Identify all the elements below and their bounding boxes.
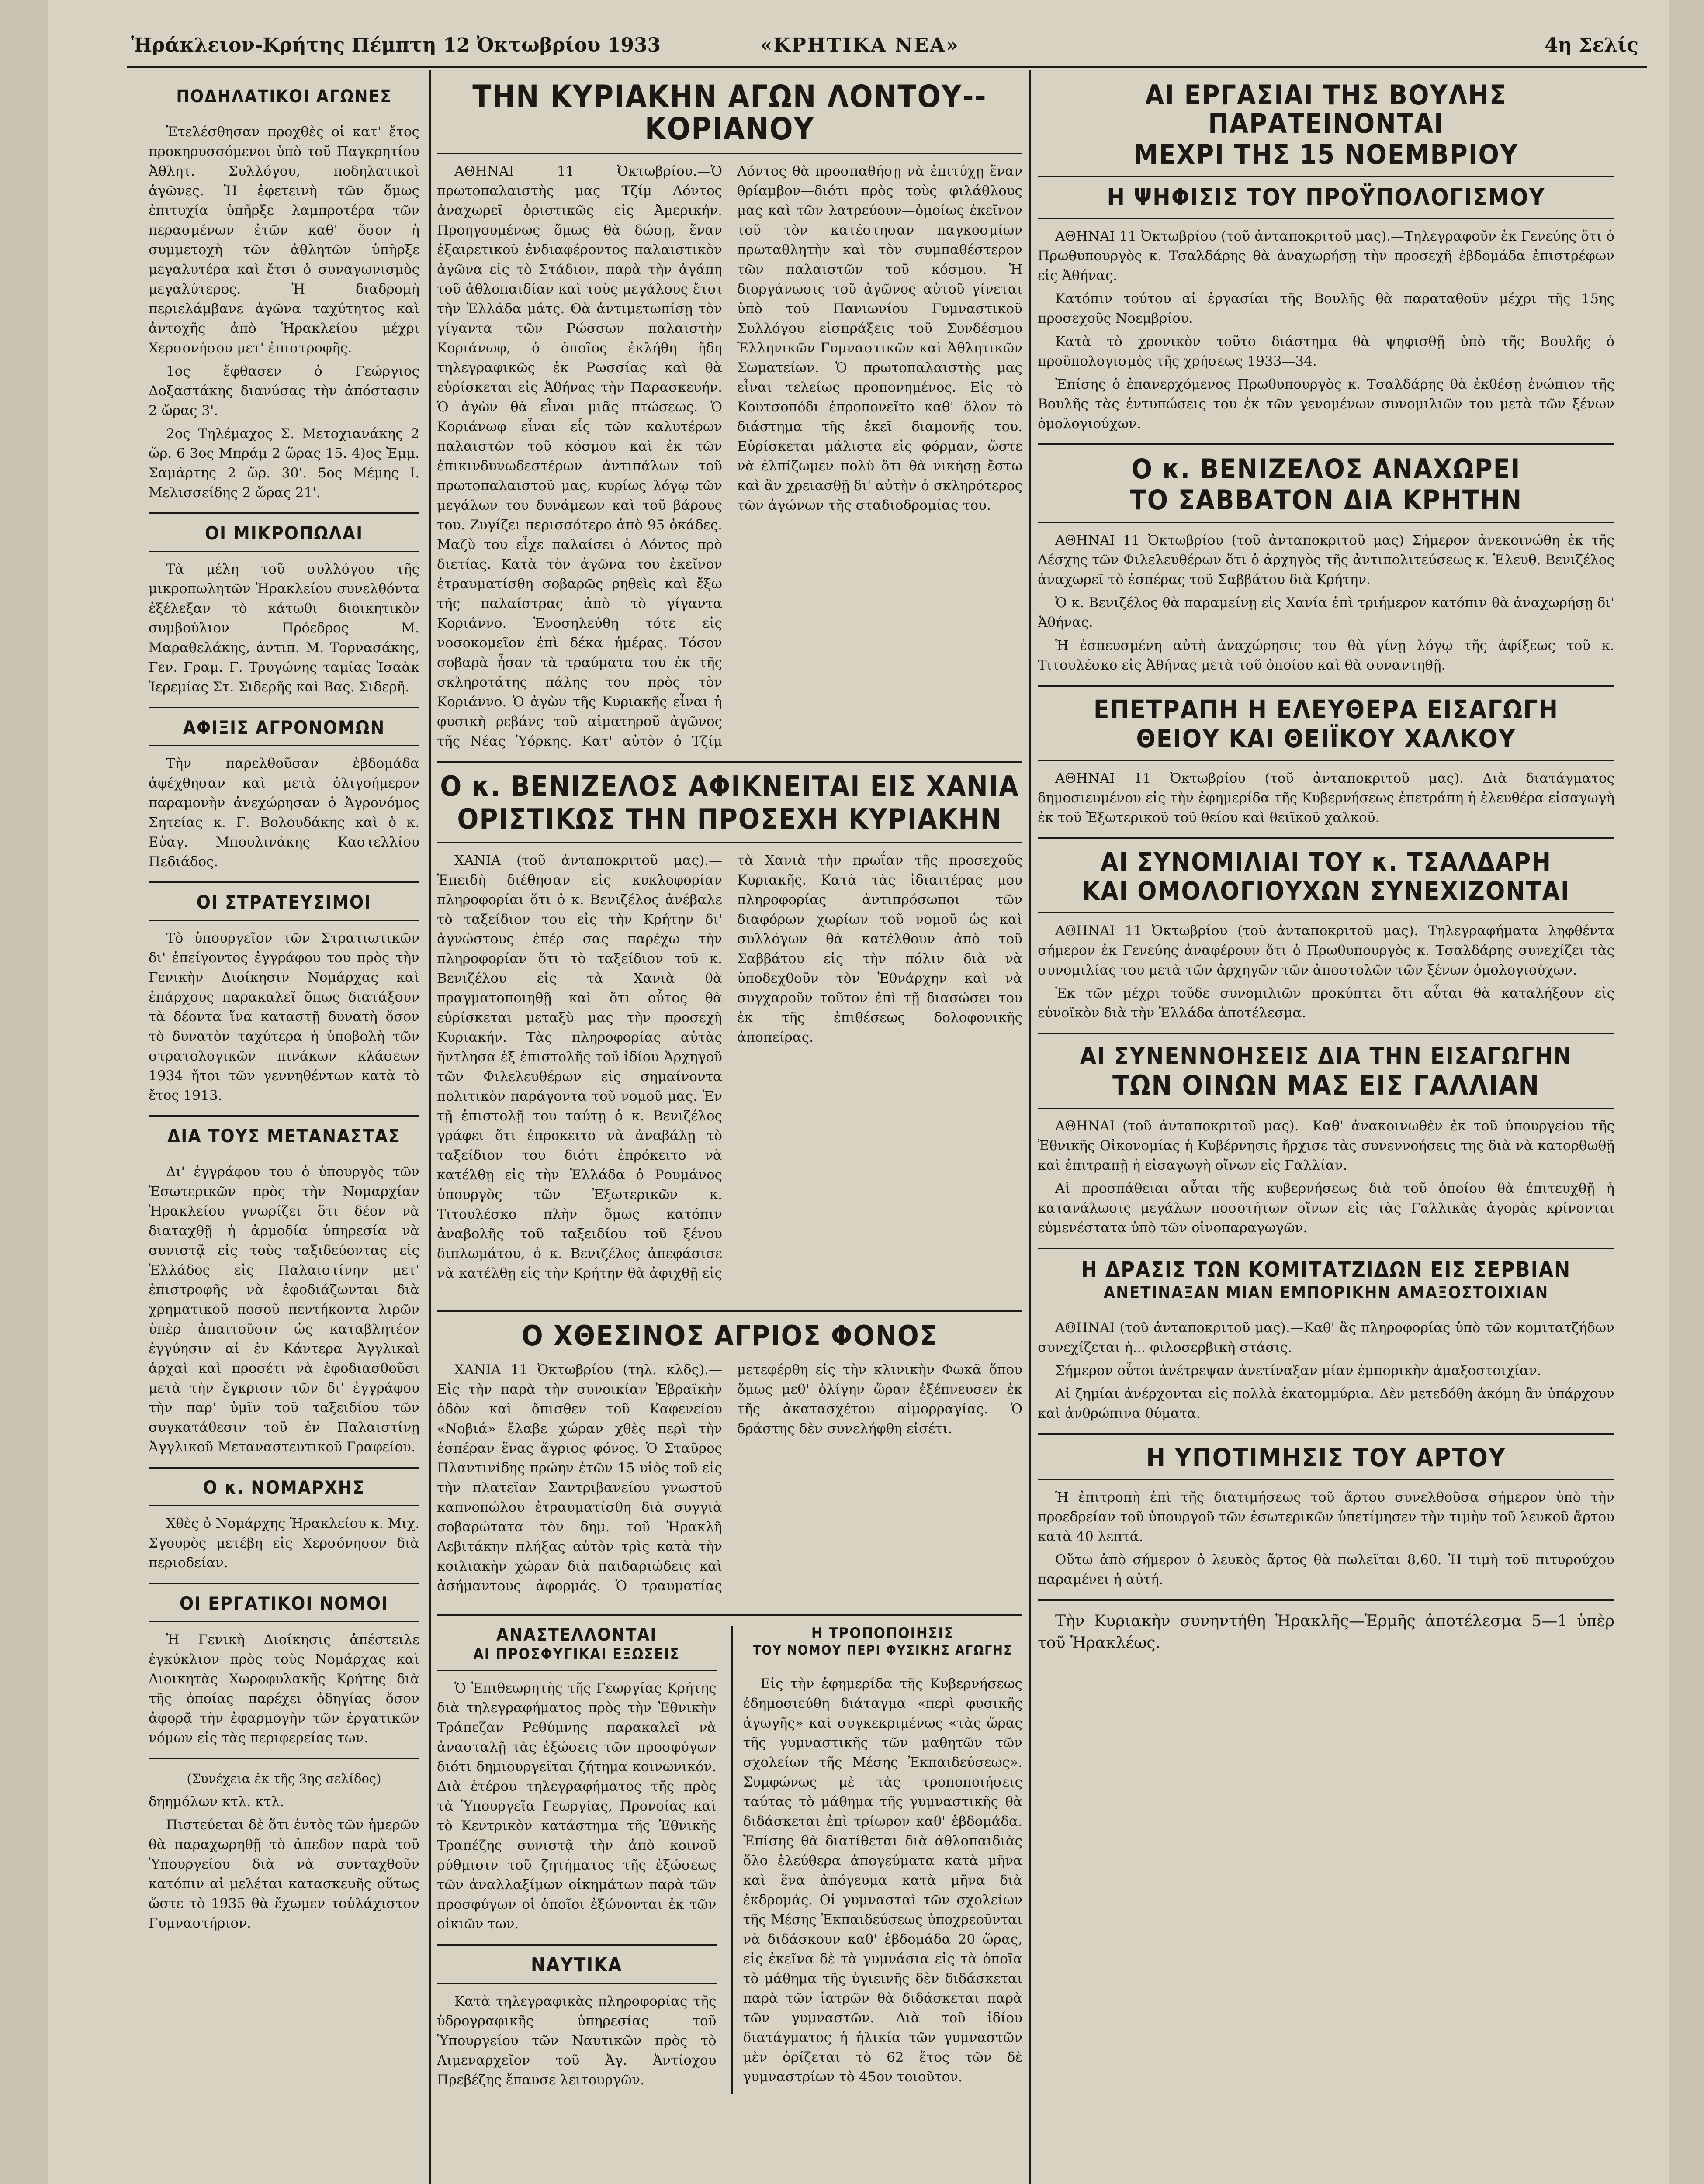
article-subheadline: ΑΝΕΤΙΝΑΞΑΝ ΜΙΑΝ ΕΜΠΟΡΙΚΗΝ ΑΜΑΞΟΣΤΟΙΧΙΑΝ (1103, 1282, 1549, 1302)
article-paragraph: Τὸ ὑπουργεῖον τῶν Στρατιωτικῶν δι' ἐπείγοντος ἐγγράφου του πρὸς τὴν Γενικὴν Διοίκησιν Νομάρχας καὶ ἐπάρχους παρακαλεῖ ὅπως διατάξουν τὰ δέοντα ἵνα καταστῇ δυνατὴ ὅσον τὸ δυνατὸν ταχύτερα ἡ ὑποβολὴ τῶν στρατολογικῶν πινάκων κλάσεων 1934 ἤτοι τῶν γεννηθέντων κατὰ τὸ ἔτος 1913. (149, 930, 419, 1104)
article-body (437, 851, 1022, 1301)
article-paragraph: Κατὰ τηλεγραφικὰς πληροφορίας τῆς ὑδρογραφικῆς ὑπηρεσίας τοῦ Ὑπουργείου τῶν Ναυτικῶν πρὸς τὸ Λιμεναρχεῖον τοῦ Ἀγ. Ἀντίοχου Πρεβέζης ἔπαυσε λειτουργῶν. (437, 1994, 717, 2088)
bottom-left-articles (437, 1626, 717, 2094)
article-title: Ο κ. ΝΟΜΑΡΧΗΣ (203, 1477, 365, 1499)
article-headline: ΤΗΝ ΚΥΡΙΑΚΗΝ ΑΓΩΝ ΛΟΝΤΟΥ--ΚΟΡΙΑΝΟΥ (472, 79, 987, 147)
article-subtitle: ΑΙ ΠΡΟΣΦΥΓΙΚΑΙ ΕΞΩΣΕΙΣ (473, 1645, 680, 1663)
continuation-note: (Συνέχεια ἐκ τῆς 3ης σελίδος) (187, 1771, 381, 1786)
header-masthead: «ΚΡΗΤΙΚΑ ΝΕΑ» (760, 34, 959, 56)
article-paragraph: Ἐπίσης ὁ ἐπανερχόμενος Πρωθυπουργὸς κ. Τσαλδάρης θὰ ἐκθέσῃ ἐνώπιον τῆς Βουλῆς τὰς ἐντυπώσεις του ἐκ τῶν γενομένων συνομιλιῶν του μετὰ τῶν ξένων ὁμολογιούχων. (1038, 376, 1614, 432)
article-headline: Η ΔΡΑΣΙΣ ΤΩΝ ΚΟΜΙΤΑΤΖΙΔΩΝ ΕΙΣ ΣΕΡΒΙΑΝ (1081, 1257, 1571, 1282)
article-paragraph: 1ος ἔφθασεν ὁ Γεώργιος Δοξαστάκης διανύσας τὴν ἀπόστασιν 2 ὥρας 3'. (149, 363, 419, 418)
article-title: ΟΙ ΜΙΚΡΟΠΩΛΑΙ (204, 522, 364, 544)
article-paragraph: Τὴν παρελθοῦσαν ἑβδομάδα ἀφέχθησαν καὶ μετὰ ὀλιγοήμερον παραμονὴν ἀνεχώρησαν ὁ Ἀγρονόμος Σητείας κ. Γ. Βολουδάκης καὶ ὁ κ. Εὐαγ. Μπουλινάκης Καστελλίου Πεδιάδος. (149, 756, 419, 870)
article-subtitle: ΤΟΥ ΝΟΜΟΥ ΠΕΡΙ ΦΥΣΙΚΗΣ ΑΓΩΓΗΣ (753, 1643, 1013, 1659)
article-paragraph: ΑΘΗΝΑΙ 11 Ὀκτωβρίου (τοῦ ἀνταποκριτοῦ μας).—Τηλεγραφοῦν ἐκ Γενεύης ὅτι ὁ Πρωθυπουργὸς κ. Τσαλδάρης θὰ ἀναχωρήσῃ τὴν προσεχῆ ἑβδομάδα ἐπιστρέφων εἰς Ἀθήνας. (1038, 228, 1614, 283)
middle-column (437, 76, 1022, 2184)
article-headline: Η ΥΠΟΤΙΜΗΣΙΣ ΤΟΥ ΑΡΤΟΥ (1146, 1442, 1506, 1472)
article-title: ΔΙΑ ΤΟΥΣ ΜΕΤΑΝΑΣΤΑΣ (167, 1125, 401, 1147)
article-paragraph: Κατόπιν τούτου αἱ ἐργασίαι τῆς Βουλῆς θὰ παραταθοῦν μέχρι τῆς 15ης προσεχοῦς Νοεμβρίου. (1038, 290, 1614, 326)
article-paragraph: Αἱ ζημίαι ἀνέρχονται εἰς πολλὰ ἑκατομμύρια. Δὲν μετεδόθη ἀκόμη ἂν ὑπάρχουν καὶ ἀνθρώπινα θύματα. (1038, 1386, 1614, 1421)
article-body (437, 1360, 1022, 1605)
article-headline: Ο ΧΘΕΣΙΝΟΣ ΑΓΡΙΟΣ ΦΟΝΟΣ (521, 1320, 938, 1353)
bottom-split (437, 1626, 1022, 2094)
article-paragraph: ΑΘΗΝΑΙ 11 Ὀκτωβρίου (τοῦ ἀνταποκριτοῦ μας). Διὰ διατάγματος δημοσιευμένου εἰς τὴν ἐφημερίδα τῆς Κυβερνήσεως ἐπετράπη ἡ ἐλευθέρα εἰσαγωγὴ ἐκ τοῦ Ἐξωτερικοῦ τοῦ θείου καὶ θειϊκοῦ χαλκοῦ. (1038, 770, 1614, 826)
article-headline: Ο κ. ΒΕΝΙΖΕΛΟΣ ΑΝΑΧΩΡΕΙ (1131, 453, 1521, 485)
article-headline: ΑΙ ΕΡΓΑΣΙΑΙ ΤΗΣ ΒΟΥΛΗΣ ΠΑΡΑΤΕΙΝΟΝΤΑΙ (1145, 79, 1507, 140)
article-paragraph: Ἡ ἐσπευσμένη αὐτὴ ἀναχώρησις του θὰ γίνῃ λόγῳ τῆς ἀφίξεως τοῦ κ. Τιτουλέσκο εἰς Ἀθήνας μετὰ τοῦ ὁποίου καὶ θὰ συναντηθῇ. (1038, 638, 1614, 674)
article-paragraph: Ἐτελέσθησαν προχθὲς οἱ κατ' ἔτος προκηρυσσόμενοι ὑπὸ τοῦ Παγκρητίου Ἀθλητ. Συλλόγου, ποδηλατικοὶ ἀγῶνες. Ἡ ἐφετεινὴ τῶν ὅμως ἐπιτυχία ὑπῆρξε λαμπροτέρα τῶν περασμένων ἐτῶν καθ' ὅσον ἡ συμμετοχὴ τῶν ἀθλητῶν ὑπῆρξε μεγαλυτέρα καὶ ἔτσι ὁ συναγωνισμὸς μεγαλύτερος. Ἡ διαδρομὴ περιελάμβανε ἀγῶνα ταχύτητος καὶ ἀντοχῆς ἀπὸ Ἡρακλείου μέχρι Χερσονήσου μετ' ἐπιστροφῆς. (149, 124, 419, 356)
article-headline: Ο κ. ΒΕΝΙΖΕΛΟΣ ΑΦΙΚΝΕΙΤΑΙ ΕΙΣ ΧΑΝΙΑ (440, 771, 1019, 803)
article-title: ΝΑΥΤΙΚΑ (531, 1954, 623, 1977)
article-body (437, 162, 1022, 751)
article-paragraph: Οὕτω ἀπὸ σήμερον ὁ λευκὸς ἄρτος θὰ πωλεῖται 8,60. Ἡ τιμὴ τοῦ πιτυρούχου παραμένει ἡ αὐτή. (1038, 1552, 1614, 1587)
article-title: ΑΦΙΞΙΣ ΑΓΡΟΝΟΜΩΝ (183, 717, 385, 739)
article-paragraph: Ὁ Ἐπιθεωρητὴς τῆς Γεωργίας Κρήτης διὰ τηλεγραφήματος πρὸς τὴν Ἐθνικὴν Τράπεζαν Ρεθύμνης παρακαλεῖ νὰ ἀνασταλῇ τὰς ἐξώσεις τῶν προσφύγων διότι δημιουργεῖται ζήτημα κοινωνικόν. Διὰ ἑτέρου τηλεγραφήματος τῆς πρὸς τὰ Ὑπουργεῖα Γεωργίας, Προνοίας καὶ τὸ Κεντρικὸν κατάστημα τῆς Ἐθνικῆς Τραπέζης συνιστᾷ τὴν ἀπὸ κοινοῦ ρύθμισιν τοῦ ζητήματος τῆς ἐξώσεως τῶν ἀναλλαξίμων οἰκημάτων παρὰ τῶν προσφύγων οἱ ὁποῖοι ἐξώνονται ἐκ τῶν οἰκιῶν των. (437, 1680, 717, 1932)
column-rule-2 (1029, 70, 1031, 2184)
article-paragraph: Αἱ προσπάθειαι αὗται τῆς κυβερνήσεως διὰ τοῦ ὁποίου θὰ ἐπιτευχθῇ ἡ κατανάλωσις μεγάλων ποσοτήτων οἴνων εἰς τὰς Γαλλικὰς ἀγορὰς κρίνονται εὐμενέστατα ὑπὸ τῶν οἰνοπαραγωγῶν. (1038, 1180, 1614, 1236)
article-paragraph: ΑΘΗΝΑΙ 11 Ὀκτωβρίου (τοῦ ἀνταποκριτοῦ μας). Τηλεγραφήματα ληφθέντα σήμερον ἐκ Γενεύης ἀναφέρουν ὅτι ὁ Πρωθυπουργὸς κ. Τσαλδάρης συνεχίζει τὰς συνομιλίας του μετὰ τῶν ἀρχηγῶν τῶν ἀποστολῶν τῶν ξένων ὁμολογιούχων. (1038, 923, 1614, 978)
article-title: ΠΟΔΗΛΑΤΙΚΟΙ ΑΓΩΝΕΣ (176, 87, 392, 107)
article-paragraph: ΑΘΗΝΑΙ 11 Ὀκτωβρίου (τοῦ ἀνταποκριτοῦ μας) Σήμερον ἀνεκοινώθη ἐκ τῆς Λέσχης τῶν Φιλελευθέρων ὅτι ὁ ἀρχηγὸς τῆς ἀντιπολιτεύσεως κ. Ἐλευθ. Βενιζέλος ἀναχωρεῖ τὸ ἑσπέρας τοῦ Σαββάτου διὰ Κρήτην. (1038, 532, 1614, 588)
header-page-number: 4η Σελίς (1545, 34, 1638, 56)
article-paragraph: ΧΑΝΙΑ 11 Ὀκτωβρίου (τηλ. κλδς).—Εἰς τὴν παρὰ τὴν συνοικίαν Ἐβραϊκὴν ὁδὸν καὶ ὄπισθεν τοῦ Καφενείου «Νοβιά» ἔλαβε χώραν χθὲς περὶ τὴν ἐσπέραν ἕνας ἄγριος φόνος. Ὁ Σταῦρος Πλαντινίδης πρώην ἐτῶν 15 υἱὸς τοῦ εἰς τὴν πλατεῖαν Σαντριβανείου γνωστοῦ καπνοπώλου ἐτραυματίσθη διὰ συγγιὰ σοβαρώτατα τὸν δημ. τοῦ Ἡρακλῆ Λεβιτάκην πλήξας αὐτὸν τρὶς κατὰ τὴν κοιλιακὴν χώραν διὰ παιδαριώδεις καὶ ἀσήμαντους ἀφορμάς. Ὁ τραυματίας μετεφέρθη εἰς τὴν κλινικὴν Φωκᾶ ὅπου ὅμως μεθ' ὀλίγην ὥραν ἐξέπνευσεν ἐκ τῆς ἀκατασχέτου αἱμορραγίας. Ὁ δράστης δὲν συνελήφθη εἰσέτι. (437, 1362, 1022, 1594)
article-headline: ΑΙ ΣΥΝΕΝΝΟΗΣΕΙΣ ΔΙΑ ΤΗΝ ΕΙΣΑΓΩΓΗΝ (1080, 1042, 1572, 1070)
paper-edge-shadow (1669, 0, 1704, 2184)
article-paragraph: Πιστεύεται δὲ ὅτι ἐντὸς τῶν ἡμερῶν θὰ παραχωρηθῇ τὸ ἀπεδον παρὰ τοῦ Ὑπουργείου διὰ νὰ συνταχθοῦν κατόπιν αἱ μελέται κατασκευῆς οὕτως ὥστε τὸ 1935 θὰ ἔχωμεν τοὐλάχιστον Γυμναστήριον. (149, 1817, 419, 1931)
sports-result: Τὴν Κυριακὴν συνηντήθη Ἡρακλῆς—Ἑρμῆς ἀποτέλεσμα 5—1 ὑπὲρ τοῦ Ἡρακλέως. (1038, 1612, 1614, 1652)
article-paragraph: δηημόλων κτλ. κτλ. (149, 1794, 284, 1810)
article-paragraph: Εἰς τὴν ἐφημερίδα τῆς Κυβερνήσεως ἐδημοσιεύθη διάταγμα «περὶ φυσικῆς ἀγωγῆς» καὶ συγκεκριμένως «τὰς ὥρας τῆς γυμναστικῆς τῶν μαθητῶν τῶν σχολείων τῆς Μέσης Ἐκπαιδεύσεως». Συμφώνως μὲ τὰς τροποποιήσεις ταύτας τὸ μάθημα τῆς γυμναστικῆς θὰ διδάσκεται ἐπὶ τρίωρον καθ' ἑβδομάδα. Ἐπίσης θὰ διατίθεται διὰ ἀθλοπαιδιὰς ὅλο ἑλεύθερα ἀπογεύματα κατὰ μῆνα καὶ ἕνα ἀπόγευμα κατὰ μῆνα διὰ ἐκδρομάς. Οἱ γυμνασταὶ τῶν σχολείων τῆς Μέσης Ἐκπαιδεύσεως ὑποχρεοῦνται νὰ διδάσκουν καθ' ἑβδομάδα 20 ὥρας, εἰς ἐκεῖνα δὲ τὰ γυμνάσια εἰς τὰ ὁποῖα τὸ μάθημα τῆς ὑγιεινῆς δὲν διδάσκεται παρὰ τῶν ἰατρῶν θὰ διδάσκεται παρὰ τῶν γυμναστῶν. Διὰ τοῦ ἰδίου διατάγματος ἡ ἡλικία τῶν γυμναστῶν μὲν ὁρίζεται τὸ 62 ἔτος τῶν δὲ γυμναστρίων τὸ 45ον τοιοῦτον. (743, 1676, 1022, 2085)
article-subheadline: ΚΑΙ ΟΜΟΛΟΓΙΟΥΧΩΝ ΣΥΝΕΧΙΖΟΝΤΑΙ (1082, 876, 1570, 906)
article-title: ΑΝΑΣΤΕΛΛΟΝΤΑΙ (496, 1625, 657, 1645)
page-header (131, 31, 1638, 66)
article-paragraph: Ἐκ τῶν μέχρι τοῦδε συνομιλιῶν προκύπτει ὅτι αὗται θὰ καταλήξουν εἰς εὐνοϊκὸν διὰ τὴν Ἑλλάδα ἀποτέλεσμα. (1038, 985, 1614, 1021)
article-paragraph: Κατὰ τὸ χρονικὸν τοῦτο διάστημα θὰ ψηφισθῇ ὑπὸ τῆς Βουλῆς ὁ προϋπολογισμὸς τῆς χρήσεως 1933—34. (1038, 333, 1614, 369)
article-paragraph: 2ος Τηλέμαχος Σ. Μετοχιανάκης 2 ὥρ. 6 3ος Μπράμ 2 ὥρας 15. 4)ος Ἐμμ. Σαμάρτης 2 ὥρ. 30'. 5ος Μέμης Ι. Μελισσείδης 2 ὥρας 21'. (149, 426, 419, 501)
article-paragraph: Τὰ μέλη τοῦ συλλόγου τῆς μικροπωλητῶν Ἡρακλείου συνελθόντα ἐξέλεξαν τὸ κάτωθι διοικητικὸν συμβούλιον Πρόεδρος Μ. Μαραθελάκης, ἀντιπ. Μ. Τορνασάκης, Γεν. Γραμ. Γ. Τρυγώνης ταμίας Ἰσαὰκ Ἱερεμίας Στ. Σιδερῆς καὶ Βας. Σιδερῆ. (149, 561, 419, 695)
article-paragraph: Ὁ κ. Βενιζέλος θὰ παραμείνῃ εἰς Χανία ἐπὶ τριήμερον κατόπιν θὰ ἀναχωρήσῃ δι' Ἀθήνας. (1038, 595, 1614, 631)
article-title: ΟΙ ΕΡΓΑΤΙΚΟΙ ΝΟΜΟΙ (179, 1593, 389, 1614)
article-title: ΟΙ ΣΤΡΑΤΕΥΣΙΜΟΙ (196, 892, 372, 913)
header-rule (127, 66, 1647, 68)
article-headline: ΕΠΕΤΡΑΠΗ Η ΕΛΕΥΘΕΡΑ ΕΙΣΑΓΩΓΗ (1093, 695, 1559, 725)
article-subheadline: Η ΨΗΦΙΣΙΣ ΤΟΥ ΠΡΟΫΠΟΛΟΓΙΣΜΟΥ (1107, 183, 1545, 211)
article-title: Η ΤΡΟΠΟΠΟΙΗΣΙΣ (811, 1625, 954, 1642)
article-paragraph: Χθὲς ὁ Νομάρχης Ἡρακλείου κ. Μιχ. Σγουρὸς μετέβη εἰς Χερσόνησον διὰ περιοδείαν. (149, 1516, 419, 1571)
article-paragraph: ΧΑΝΙΑ (τοῦ ἀνταποκριτοῦ μας).—Ἐπειδὴ διέθησαν εἰς κυκλοφορίαν πληροφορίαι ὅτι ὁ κ. Βενιζέλος ἀνέβαλε τὸ ταξείδιον του εἰς τὴν Κρήτην δι' ἀγνώστους ἐπέρ σας παρέχω τὴν πληροφορίαν ὅτι τὸ ταξείδιον τοῦ κ. Βενιζέλου εἰς τὰ Χανιὰ θὰ πραγματοποιηθῇ καὶ ὅτι οὗτος θὰ εὑρίσκεται μεταξὺ μας τὴν προσεχῆ Κυριακήν. Τὰς πληροφορίας αὐτὰς ἤντλησα ἐξ ἐπιστολῆς τοῦ ἰδίου Ἀρχηγοῦ τῶν Φιλελευθέρων εἰς σημαίνοντα πολιτικὸν παράγοντα τοῦ νομοῦ μας. Ἐν τῇ ἐπιστολῇ του ταύτῃ ὁ κ. Βενιζέλος γράφει ὅτι ἐπροκειτο νὰ ἀναβάλῃ τὸ ταξείδιον του διότι ἐπρόκειτο νὰ κατέλθῃ εἰς τὴν Ἑλλάδα ὁ Ρουμάνος ὑπουργὸς τῶν Ἐξωτερικῶν κ. Τιτουλέσκο πλὴν ὅμως κατόπιν ἀναβολῆς τοῦ ταξειδίου τοῦ ξένου διπλωμάτου, ὁ κ. Βενιζέλος ἀπεφάσισε νὰ κατέλθῃ εἰς τὴν Κρήτην θὰ ἀφιχθῇ εἰς τὰ Χανιὰ τὴν πρωΐαν τῆς προσεχοῦς Κυριακῆς. Κατὰ τὰς ἰδιαιτέρας μου πληροφορίας ἀντιπρόσωποι τῶν διαφόρων χωρίων τοῦ νομοῦ ὡς καὶ συλλόγων θὰ κατέλθουν ἀπὸ τοῦ Σαββάτου εἰς τὴν πόλιν διὰ νὰ ὑποδεχθοῦν τὸν Ἐθνάρχην καὶ νὰ συγχαροῦν τοῦτον ἐπὶ τῇ διασώσει του ἐκ τῆς ἐπιθέσεως δολοφονικῆς ἀποπείρας. (437, 853, 1022, 1282)
article-paragraph: Σήμερον οὗτοι ἀνέτρεψαν ἀνετίναξαν μίαν ἐμπορικὴν ἁμαξοστοιχίαν. (1055, 1362, 1541, 1379)
article-paragraph: ΑΘΗΝΑΙ (τοῦ ἀνταποκριτοῦ μας).—Καθ' ἀνακοινωθὲν ἐκ τοῦ ὑπουργείου τῆς Ἐθνικῆς Οἰκονομίας ἡ Κυβέρνησις ἤρχισε τὰς συνεννοήσεις της διὰ νὰ κατορθωθῇ καὶ ἐπιτραπῇ ἡ εἰσαγωγὴ οἴνων εἰς Γαλλίαν. (1038, 1118, 1614, 1173)
left-column (149, 87, 419, 2184)
article-subheadline: ΤΩΝ ΟΙΝΩΝ ΜΑΣ ΕΙΣ ΓΑΛΛΙΑΝ (1112, 1069, 1540, 1102)
paper-edge-shadow (0, 0, 48, 2184)
bottom-right-article (731, 1626, 1023, 2094)
header-dateline: Ἡράκλειον-Κρήτης Πέμπτη 12 Ὀκτωβρίου 1933 (131, 34, 661, 56)
column-rule-1 (429, 70, 431, 2184)
article-subheadline: ΤΟ ΣΑΒΒΑΤΟΝ ΔΙΑ ΚΡΗΤΗΝ (1129, 484, 1523, 516)
article-headline: ΑΙ ΣΥΝΟΜΙΛΙΑΙ ΤΟΥ κ. ΤΣΑΛΔΑΡΗ (1100, 847, 1552, 877)
article-subheadline: ΘΕΙΟΥ ΚΑΙ ΘΕΙΪΚΟΥ ΧΑΛΚΟΥ (1136, 724, 1516, 754)
article-paragraph: Ἡ Γενικὴ Διοίκησις ἀπέστειλε ἐγκύκλιον πρὸς τοὺς Νομάρχας καὶ Διοικητὰς Χωροφυλακῆς Κρήτης διὰ τῆς ὁποίας παρέχει ὁδηγίας ὅσον ἀφορᾷ τὴν ἐφαρμογὴν τῶν ἐργατικῶν νόμων εἰς τὰς περιφερείας των. (149, 1631, 419, 1746)
article-subheadline: ΟΡΙΣΤΙΚΩΣ ΤΗΝ ΠΡΟΣΕΧΗ ΚΥΡΙΑΚΗΝ (457, 803, 1002, 836)
article-paragraph: ΑΘΗΝΑΙ 11 Ὀκτωβρίου.—Ὁ πρωτοπαλαιστὴς μας Τζίμ Λόντος ἀναχωρεῖ ὁριστικῶς εἰς Ἀμερικήν. Προηγουμένως ὅμως θὰ δώσῃ, ἕναν ἐξαιρετικοῦ ἐνδιαφέροντος παλαιστικὸν ἀγῶνα εἰς τὸ Στάδιον, παρὰ τὴν ἀγάπη τοῦ ἀθλοπαιδίαν καὶ τοὺς μεγάλους ἔτσι τὴν Ἑλλάδα μάτς. Θὰ ἀντιμετωπίσῃ τὸν γίγαντα τῶν Ρώσσων παλαιστὴν Κοριάνωφ, ὁ ὁποῖος ἐκλήθη ἤδη τηλεγραφικῶς ἐκ Ρωσσίας καὶ θὰ εὑρίσκεται εἰς Ἀθήνας τὴν Παρασκευήν. Ὁ ἀγὼν θὰ εἶναι μιᾶς πτώσεως. Ὁ Κοριάνωφ εἶναι εἷς τῶν καλυτέρων παλαιστῶν τοῦ κόσμου καὶ ἐκ τῶν ἐπικινδυνωδεστέρων ἀντιπάλων τοῦ πρωτοπαλαιστοῦ μας, κυρίως λόγῳ τῶν μεγάλων του δυνάμεων καὶ τοῦ βάρους του. Ζυγίζει περισσότερο ἀπὸ 95 ὀκάδες. Μαζὺ του εἶχε παλαίσει ὁ Λόντος πρὸ διετίας. Κατὰ τὸν ἀγῶνα του ἐκεῖνον ἐτραυματίσθη σοβαρῶς ρηθεὶς καὶ ἔξω τῆς παλαίστρας ἀπὸ τὸ γίγαντα Κοριάννο. Ἐνοσηλεύθη τότε εἰς νοσοκομεῖον ἐπὶ δέκα ἡμέρας. Τόσον σοβαρὰ ἦσαν τὰ τραύματα του ἐκ τῆς σκληροτάτης πάλης του πρὸς τὸν Κοριάννο. Ὁ ἀγὼν τῆς Κυριακῆς εἶναι ἡ φυσικὴ ρεβάνς τοῦ αἱματηροῦ ἀγῶνος τῆς Νέας Ὑόρκης. Κατ' αὐτὸν ὁ Τζίμ Λόντος θὰ προσπαθήσῃ νὰ ἐπιτύχῃ ἕναν θρίαμβον—διότι πρὸς τοὺς φιλάθλους μας καὶ τῶν λατρεύουν—ὁμοίως ἐκεῖνον τοῦ τὸν κατέστησαν παγκοσμίων πρωταθλητὴν καὶ τὸν συμπαθέστερον τῶν παλαιστῶν τοῦ κόσμου. Ἡ διοργάνωσις τοῦ ἀγῶνος αὐτοῦ γίνεται ὑπὸ τοῦ Πανιωνίου Γυμναστικοῦ Συλλόγου εἰσπράξεις τοῦ Συνδέσμου Ἑλληνικῶν Γυμναστικῶν καὶ Ἀθλητικῶν Σωματείων. Ὁ πρωτοπαλαιστὴς μας εἶναι τελείως προπονημένος. Εἰς τὸ Κουτσοπόδι ἐπροπονεῖτο καθ' ὅλον τὸ διάστημα τῆς ἐκεῖ διαμονῆς του. Εὑρίσκεται μάλιστα εἰς φόρμαν, ὥστε νὰ ἐλπίζωμεν πολὺ ὅτι θὰ νικήσῃ ἔστω καὶ ἂν χρειασθῇ δι' αὐτὴν ὁ σκληρότερος τῶν ἀγώνων τῆς σταδιοδρομίας του. (437, 163, 1022, 749)
article-paragraph: Δι' ἐγγράφου του ὁ ὑπουργὸς τῶν Ἐσωτερικῶν πρὸς τὴν Νομαρχίαν Ἡρακλείου γνωρίζει ὅτι δέον νὰ διαταχθῇ ἡ ἁρμοδία ὑπηρεσία νὰ συνιστᾷ εἰς τοὺς ταξιδεύοντας εἰς Ἑλλάδος εἰς Παλαιστίνην μετ' ἐπιστροφῆς νὰ ἐφοδιάζωνται διὰ χρηματικοῦ ποσοῦ πεντήκοντα λιρῶν ὑπὲρ ἀπαιτοῦσιν ὡς καταβλητέον ἐγγύησιν αἱ ἐν Κάντερα Ἀγγλικαὶ ἀρχαὶ καὶ προσέτι νὰ ἐφοδιασθοῦσι μετὰ τὴν ἔγκρισιν τῶν δι' ἐγγράφου τὴν παρ' ὑμῖν τοῦ ταξειδίου τῶν συγκατάθεσιν τοῦ ἐν Παλαιστίνῃ Ἀγγλικοῦ Μεταναστευτικοῦ Γραφείου. (149, 1164, 419, 1455)
article-paragraph: ΑΘΗΝΑΙ (τοῦ ἀνταποκριτοῦ μας).—Καθ' ἃς πληροφορίας ὑπὸ τῶν κομιτατζήδων συνεχίζεται ἡ... φιλοσερβικὴ στάσις. (1038, 1320, 1614, 1355)
article-paragraph: Ἡ ἐπιτροπὴ ἐπὶ τῆς διατιμήσεως τοῦ ἄρτου συνελθοῦσα σήμερον ὑπὸ τὴν προεδρείαν τοῦ ὑπουργοῦ τῶν ἐσωτερικῶν ὑπετίμησεν τὴν τιμὴν τοῦ λευκοῦ ἄρτου κατὰ 40 λεπτά. (1038, 1489, 1614, 1545)
article-headline-line2: ΜΕΧΡΙ ΤΗΣ 15 ΝΟΕΜΒΡΙΟΥ (1133, 138, 1519, 171)
right-column (1038, 76, 1614, 2184)
